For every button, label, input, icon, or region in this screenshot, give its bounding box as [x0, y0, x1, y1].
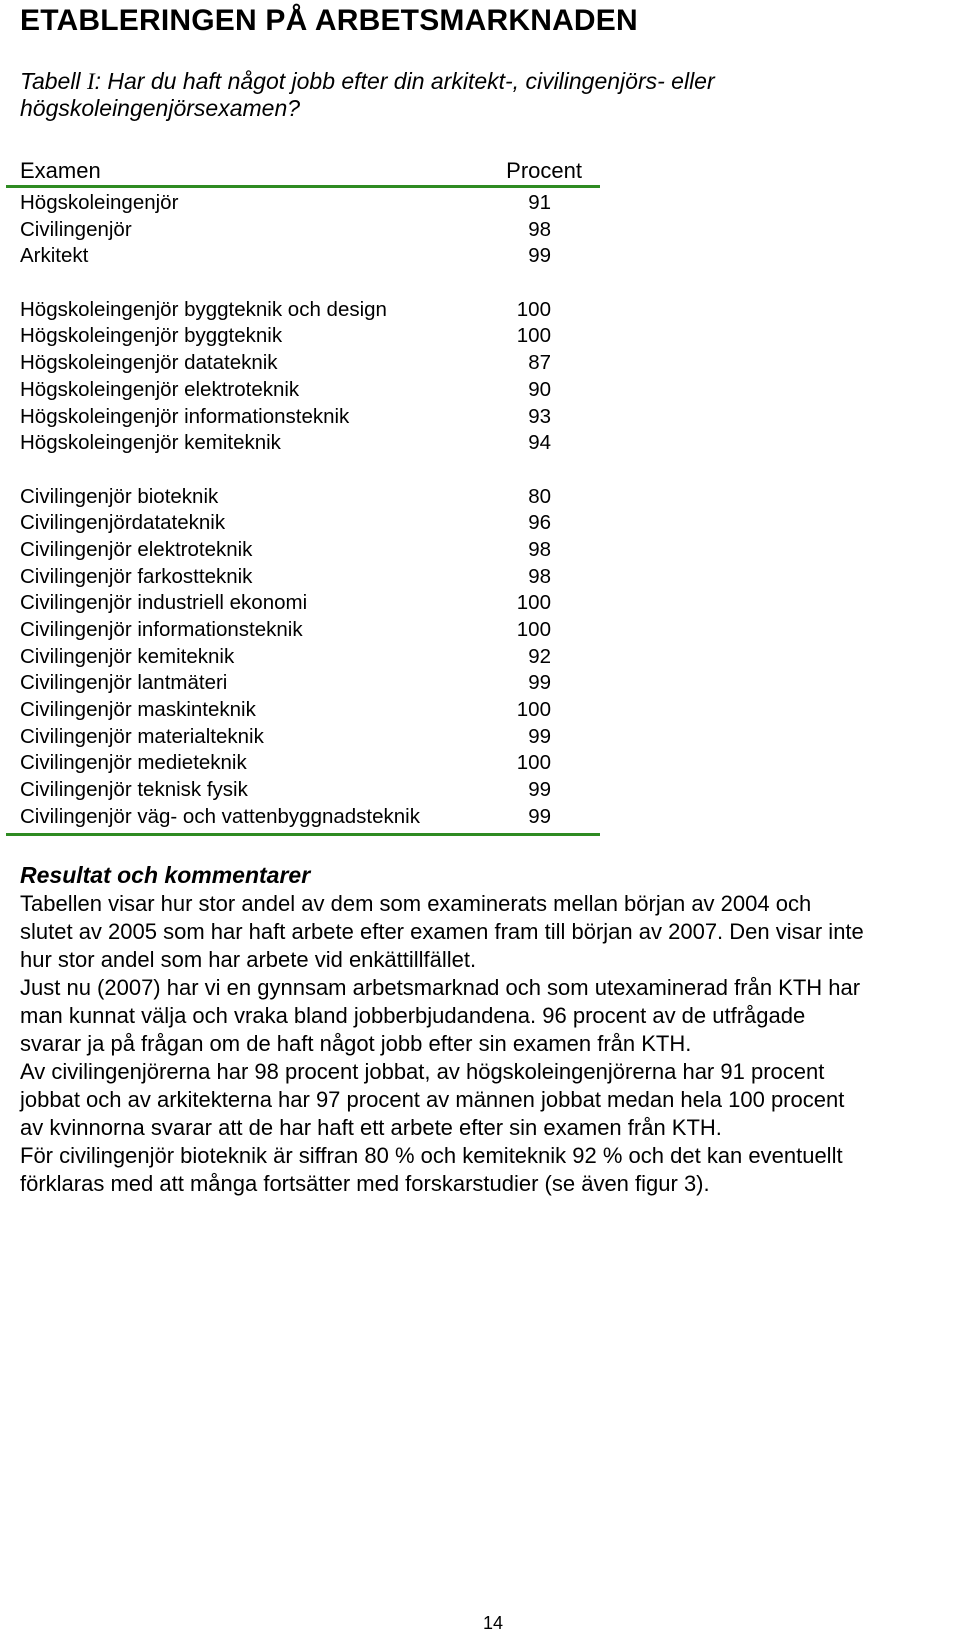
results-line: slutet av 2005 som har haft arbete efter examen fram till början av 2007. Den visar inte [20, 919, 864, 944]
row-label: Högskoleingenjör byggteknik [20, 324, 283, 348]
row-value [491, 457, 551, 484]
row-label: Högskoleingenjör kemiteknik [20, 431, 281, 455]
table-caption [20, 68, 920, 122]
caption-text-line2: högskoleingenjörsexamen? [20, 95, 301, 121]
row-label: Civilingenjör väg- och vattenbyggnadsteknik [20, 804, 420, 828]
table-row [6, 430, 600, 457]
table-row [6, 697, 600, 724]
row-value: 98 [528, 537, 551, 561]
row-value: 100 [516, 751, 551, 775]
row-label: Civilingenjör farkostteknik [20, 564, 253, 588]
results-line: Just nu (2007) har vi en gynnsam arbetsmarknad och som utexaminerad från KTH har [20, 975, 861, 1000]
table-bottom-rule [6, 833, 600, 836]
results-text [20, 890, 960, 1198]
row-label: Civilingenjör materialteknik [20, 724, 264, 748]
caption-text-line1: : Har du haft något jobb efter din arkitekt-, civilingenjörs- eller [94, 68, 715, 94]
row-label: Civilingenjör [20, 217, 132, 241]
table-header [6, 156, 600, 188]
table-row [6, 297, 600, 324]
table-row [6, 404, 600, 431]
row-value: 90 [528, 377, 551, 401]
results-line: förklaras med att många fortsätter med forskarstudier (se även figur 3). [20, 1171, 710, 1196]
row-value: 100 [516, 324, 551, 348]
table-row [6, 217, 600, 244]
row-label: Civilingenjördatateknik [20, 511, 226, 535]
row-value: 87 [528, 351, 551, 375]
table-row [6, 564, 600, 591]
row-label: Civilingenjör bioteknik [20, 484, 219, 508]
row-label: Civilingenjör lantmäteri [20, 671, 228, 695]
table-row [6, 617, 600, 644]
caption-prefix: Tabell [20, 68, 87, 94]
table-row [6, 350, 600, 377]
row-label: Civilingenjör maskinteknik [20, 698, 256, 722]
results-heading: Resultat och kommentarer [20, 862, 311, 888]
table-row [6, 777, 600, 804]
row-value: 91 [528, 191, 551, 214]
table-body [6, 188, 600, 831]
results-line: För civilingenjör bioteknik är siffran 80 % och kemiteknik 92 % och det kan eventuellt [20, 1143, 843, 1168]
table-row [6, 537, 600, 564]
row-value: 98 [528, 564, 551, 588]
row-label: Civilingenjör industriell ekonomi [20, 591, 308, 615]
row-label: Högskoleingenjör datateknik [20, 351, 278, 375]
row-value: 99 [528, 244, 551, 268]
row-value: 94 [528, 431, 551, 455]
table-row [6, 670, 600, 697]
table-row [6, 510, 600, 537]
table-row [6, 724, 600, 751]
results-line: Av civilingenjörerna har 98 procent jobbat, av högskoleingenjörerna har 91 procent [20, 1059, 825, 1084]
page-number: 14 [483, 1613, 504, 1633]
results-line: Tabellen visar hur stor andel av dem som examinerats mellan början av 2004 och [20, 891, 812, 916]
row-label: Civilingenjör informationsteknik [20, 618, 303, 641]
column-header-procent: Procent [506, 158, 582, 183]
row-value: 96 [528, 511, 551, 535]
table-row [6, 750, 600, 777]
row-value: 99 [528, 671, 551, 695]
table-spacer-row [6, 457, 600, 484]
table-row [6, 484, 600, 511]
results-table [6, 156, 600, 836]
results-line: hur stor andel som har arbete vid enkättillfället. [20, 947, 477, 972]
row-value: 99 [528, 724, 551, 748]
results-line: av kvinnorna svarar att de har haft ett arbete efter sin examen från KTH. [20, 1115, 722, 1140]
column-header-examen: Examen [20, 158, 101, 183]
table-row [6, 323, 600, 350]
row-label: Högskoleingenjör elektroteknik [20, 377, 300, 401]
row-value: 100 [516, 698, 551, 722]
row-label: Civilingenjör medieteknik [20, 751, 247, 775]
row-value: 100 [516, 591, 551, 615]
table-row [6, 190, 600, 217]
results-line: jobbat och av arkitekterna har 97 procent av männen jobbat medan hela 100 procent [20, 1087, 845, 1112]
table-row [6, 804, 600, 831]
table-row [6, 377, 600, 404]
row-label: Högskoleingenjör byggteknik och design [20, 297, 387, 321]
row-label: Civilingenjör elektroteknik [20, 537, 253, 561]
row-value: 100 [516, 618, 551, 641]
caption-table-number: I [86, 69, 95, 94]
table-row [6, 243, 600, 270]
row-label: Civilingenjör kemiteknik [20, 644, 235, 668]
results-line: svarar ja på frågan om de haft något jobb efter sin examen från KTH. [20, 1031, 692, 1056]
row-label: Högskoleingenjör informationsteknik [20, 404, 350, 428]
results-line: man kunnat välja och vraka bland jobberbjudandena. 96 procent av de utfrågade [20, 1003, 806, 1028]
table-row [6, 590, 600, 617]
page-title: ETABLERINGEN PÅ ARBETSMARKNADEN [20, 4, 638, 37]
row-value: 80 [528, 484, 551, 508]
row-label: Högskoleingenjör [20, 191, 179, 214]
row-value: 92 [528, 644, 551, 668]
row-value [491, 270, 551, 297]
row-value: 100 [516, 297, 551, 321]
row-label: Civilingenjör teknisk fysik [20, 778, 248, 802]
table-row [6, 644, 600, 671]
table-spacer-row [6, 270, 600, 297]
row-value: 99 [528, 778, 551, 802]
row-label: Arkitekt [20, 244, 89, 268]
row-value: 93 [528, 404, 551, 428]
row-value: 99 [528, 804, 551, 828]
row-value: 98 [528, 217, 551, 241]
